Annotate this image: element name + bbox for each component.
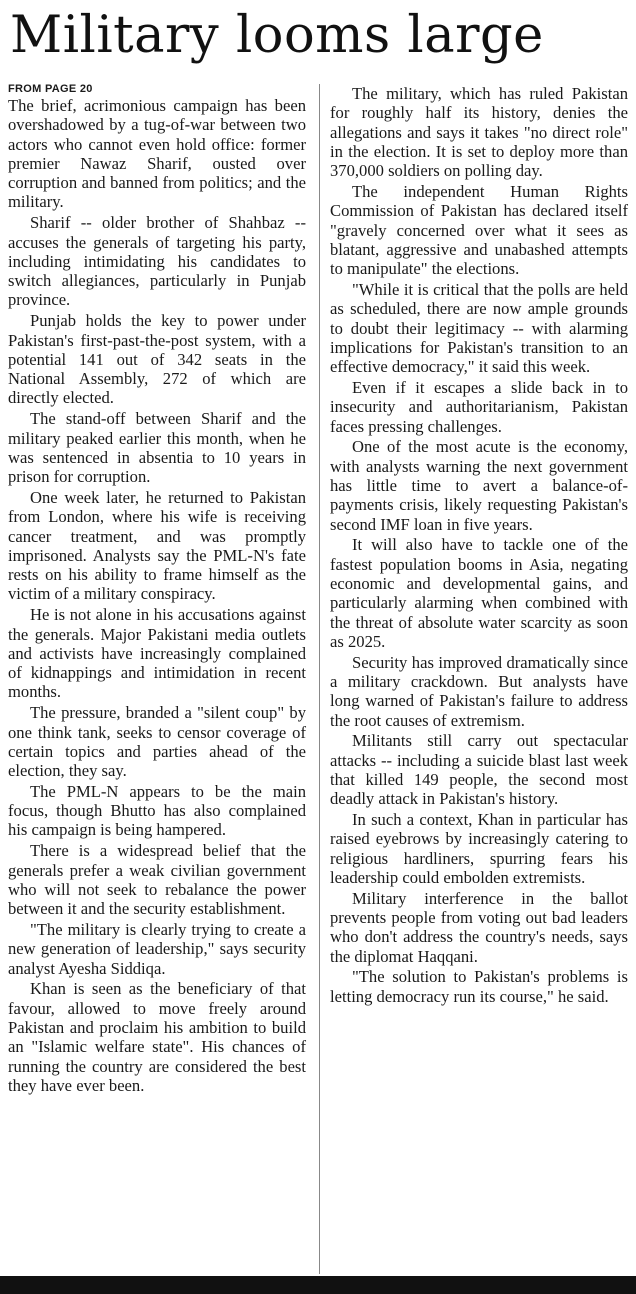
paragraph: There is a widespread belief that the generals prefer a weak civilian government who will not seek to rebalance the power between it and the security establishment. <box>8 841 306 919</box>
paragraph: One week later, he returned to Pakistan from London, where his wife is receiving cancer treatment, and was promptly imprisoned. Analysts say the PML-N's fate rests on his ability to frame himself as the victim of a military conspiracy. <box>8 487 306 604</box>
paragraph: He is not alone in his accusations against the generals. Major Pakistani media outlets and activists have increasingly complained of kidnappings and intimidation in recent months. <box>8 605 306 702</box>
paragraph: The brief, acrimonious campaign has been overshadowed by a tug-of-war between two actors who cannot even hold office: former premier Nawaz Sharif, ousted over corruption and banned from politics; and the military. <box>8 96 306 212</box>
paragraph: The independent Human Rights Commission of Pakistan has declared itself "gravely concerned over what it sees as blatant, aggressive and unabashed attempts to manipulate" the elections. <box>330 181 628 279</box>
paragraph: "The solution to Pakistan's problems is letting democracy run its course," he said. <box>330 967 628 1006</box>
paragraph: Military interference in the ballot prevents people from voting out bad leaders who don't address the country's needs, says the diplomat Haqqani. <box>330 888 628 966</box>
paragraph: Security has improved dramatically since a military crackdown. But analysts have long warned of Pakistan's failure to address the root causes of extremism. <box>330 652 628 730</box>
paragraph: The pressure, branded a "silent coup" by one think tank, seeks to censor coverage of certain topics and parties ahead of the election, they say. <box>8 703 306 781</box>
right-column <box>330 84 628 1007</box>
paragraph: "The military is clearly trying to create a new generation of leadership," says security analyst Ayesha Siddiqa. <box>8 919 306 978</box>
left-column <box>8 82 306 1097</box>
column-divider <box>319 84 320 1274</box>
paragraph: Even if it escapes a slide back in to insecurity and authoritarianism, Pakistan faces pressing challenges. <box>330 377 628 436</box>
paragraph: One of the most acute is the economy, with analysts warning the next government has little time to avert a balance-of-payments crisis, likely requesting Pakistan's second IMF loan in five years. <box>330 437 628 534</box>
paragraph: Khan is seen as the beneficiary of that favour, allowed to move freely around Pakistan and proclaim his ambition to build an "Islamic welfare state". His chances of running the country are considered the best they have ever been. <box>8 979 306 1095</box>
paragraph: In such a context, Khan in particular has raised eyebrows by increasingly catering to religious hardliners, spurring fears his leadership could embolden extremists. <box>330 809 628 887</box>
page-reference: FROM PAGE 20 <box>8 83 93 95</box>
paragraph: Militants still carry out spectacular attacks -- including a suicide blast last week that killed 149 people, the second most deadly attack in Pakistan's history. <box>330 731 628 809</box>
paragraph: The PML-N appears to be the main focus, though Bhutto has also complained his campaign is being hampered. <box>8 781 306 840</box>
paragraph: It will also have to tackle one of the fastest population booms in Asia, negating economic and developmental gains, and particularly alarming when combined with the threat of absolute water scarcity as soon as 2025. <box>330 535 628 651</box>
paragraph: Sharif -- older brother of Shahbaz -- accuses the generals of targeting his party, including intimidating his candidates to switch allegiances, particularly in Punjab province. <box>8 213 306 310</box>
headline: Military looms large <box>10 6 544 65</box>
paragraph: The military, which has ruled Pakistan for roughly half its history, denies the allegations and says it takes "no direct role" in the election. It is set to deploy more than 370,000 soldiers on polling day. <box>330 84 628 181</box>
paragraph: Punjab holds the key to power under Pakistan's first-past-the-post system, with a potential 141 out of 342 seats in the National Assembly, 272 of which are directly elected. <box>8 311 306 408</box>
page-footer-bar <box>0 1276 636 1294</box>
paragraph: The stand-off between Sharif and the military peaked earlier this month, when he was sentenced in absentia to 10 years in prison for corruption. <box>8 409 306 487</box>
paragraph: "While it is critical that the polls are held as scheduled, there are now ample grounds to doubt their legitimacy -- with alarming implications for Pakistan's transition to an effective democracy," it said this week. <box>330 279 628 377</box>
